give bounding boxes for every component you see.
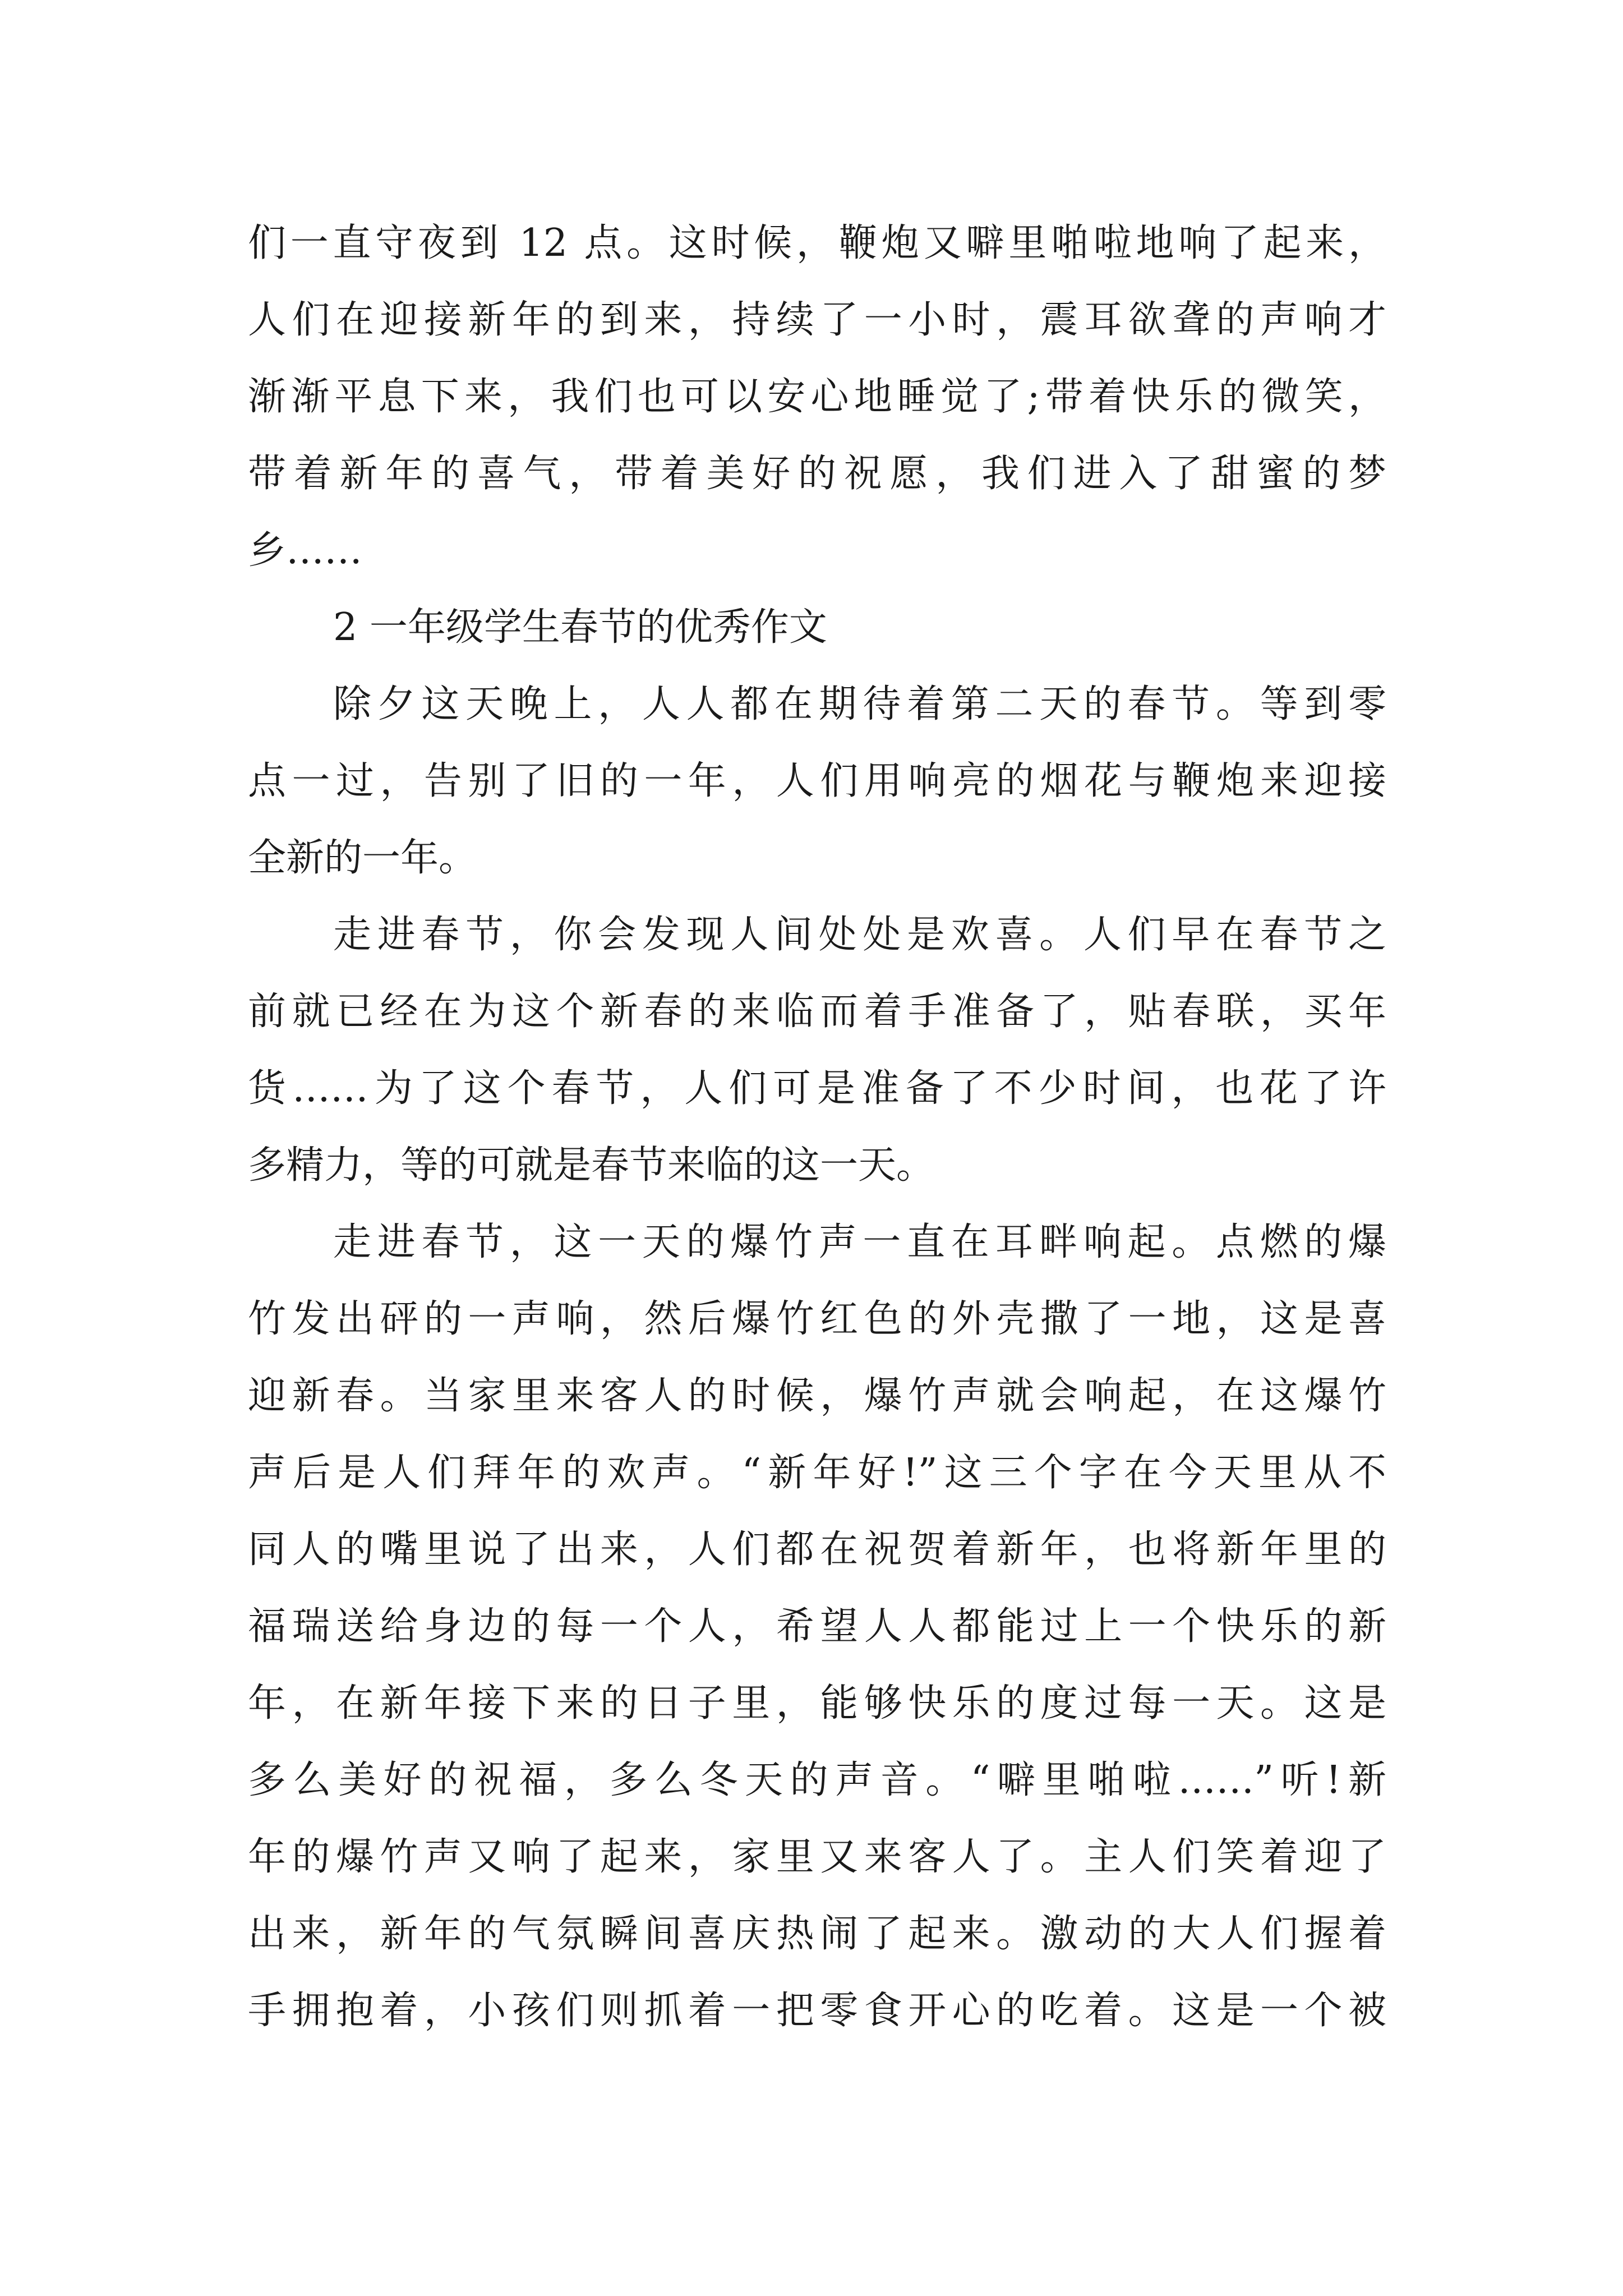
document-body — [248, 205, 1386, 2049]
text-line: 走进春节，你会发现人间处处是欢喜。人们早在春节之 — [333, 913, 1386, 957]
text-line: 走进春节，这一天的爆竹声一直在耳畔响起。点燃的爆 — [333, 1220, 1386, 1264]
text-line: 年，在新年接下来的日子里，能够快乐的度过每一天。这是 — [248, 1681, 1386, 1726]
text-line: 出来，新年的气氛瞬间喜庆热闹了起来。激动的大人们握着 — [248, 1912, 1386, 1956]
section-heading: 2 一年级学生春节的优秀作文 — [333, 605, 827, 650]
text-line: 前就已经在为这个新春的来临而着手准备了，贴春联，买年 — [248, 990, 1386, 1034]
text-line: 迎新春。当家里来客人的时候，爆竹声就会响起，在这爆竹 — [248, 1374, 1386, 1418]
paragraph — [248, 896, 1386, 1204]
text-line: 手拥抱着，小孩们则抓着一把零食开心的吃着。这是一个被 — [248, 1989, 1386, 2033]
text-line: 福瑞送给身边的每一个人，希望人人都能过上一个快乐的新 — [248, 1604, 1386, 1649]
text-line: 竹发出砰的一声响，然后爆竹红色的外壳撒了一地，这是喜 — [248, 1297, 1386, 1341]
paragraph — [248, 1204, 1386, 2049]
text-line: 年的爆竹声又响了起来，家里又来客人了。主人们笑着迎了 — [248, 1835, 1386, 1879]
text-line: 同人的嘴里说了出来，人们都在祝贺着新年，也将新年里的 — [248, 1527, 1386, 1572]
text-line: 带着新年的喜气，带着美好的祝愿，我们进入了甜蜜的梦 — [248, 452, 1386, 496]
text-line: 货……为了这个春节，人们可是准备了不少时间，也花了许 — [248, 1066, 1386, 1111]
text-line: 们一直守夜到 12 点。这时候，鞭炮又噼里啪啦地响了起来， — [248, 221, 1386, 265]
text-line: 全新的一年。 — [248, 836, 477, 880]
text-line: 人们在迎接新年的到来，持续了一小时，震耳欲聋的声响才 — [248, 298, 1386, 342]
text-line: 声后是人们拜年的欢声。“新年好!”这三个字在今天里从不 — [248, 1451, 1386, 1495]
paragraph — [248, 205, 1386, 589]
text-line: 多么美好的祝福，多么冬天的声音。“噼里啪啦……”听!新 — [248, 1758, 1386, 1802]
text-line: 除夕这天晚上，人人都在期待着第二天的春节。等到零 — [333, 682, 1386, 726]
text-line: 多精力，等的可就是春节来临的这一天。 — [248, 1143, 935, 1188]
text-line: 点一过，告别了旧的一年，人们用响亮的烟花与鞭炮来迎接 — [248, 759, 1386, 803]
text-line: 乡…… — [248, 528, 363, 573]
paragraph — [248, 666, 1386, 896]
text-line: 渐渐平息下来，我们也可以安心地睡觉了;带着快乐的微笑， — [248, 375, 1386, 419]
